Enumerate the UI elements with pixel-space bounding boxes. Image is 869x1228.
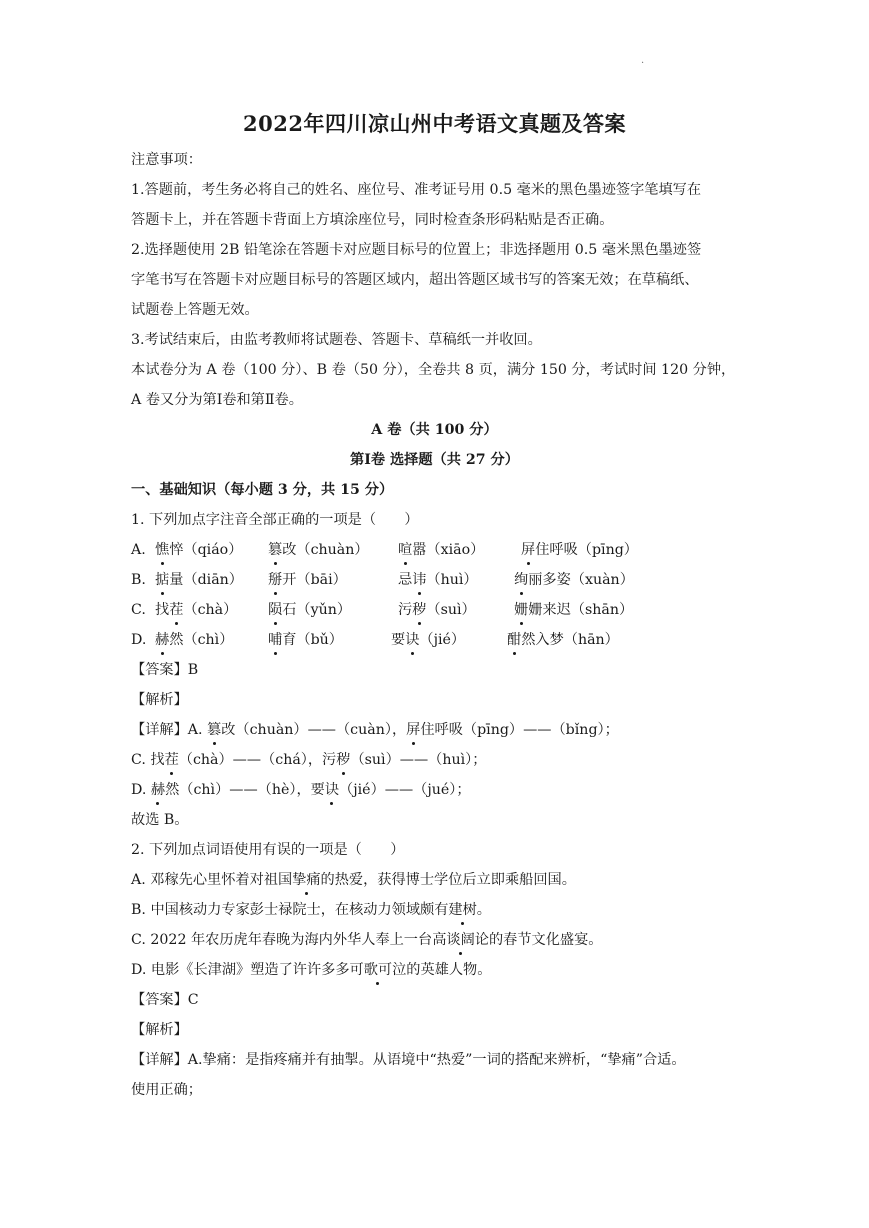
option-item: 赫然（chì）	[155, 632, 234, 648]
option-item: 掂量（diān）	[155, 572, 243, 588]
question-1-stem: 1. 下列加点字注音全部正确的一项是（ ）	[131, 512, 419, 528]
question-2-detail: 【详解】A.挚痛：是指疼痛并有抽掣。从语境中“热爱”一词的搭配来辨析，“挚痛”合适。	[131, 1052, 686, 1068]
question-2-option-a: A. 邓稼先心里怀着对祖国挚痛的热爱，获得博士学位后立即乘船回国。	[131, 872, 576, 888]
notice-line: 试题卷上答题无效。	[131, 302, 259, 318]
option-item: 屏住呼吸（pīng）	[521, 542, 638, 558]
notice-line: 1.答题前，考生务必将自己的姓名、座位号、准考证号用 0.5 毫米的黑色墨迹签字笔填写在	[131, 182, 702, 198]
option-item: 绚丽多姿（xuàn）	[514, 572, 634, 588]
notice-line: 2.选择题使用 2B 铅笔涂在答题卡对应题目标号的位置上；非选择题用 0.5 毫米黑色墨迹签	[131, 242, 702, 258]
question-2-option-c: C. 2022 年农历虎年春晚为海内外华人奉上一台高谈阔论的春节文化盛宴。	[131, 932, 603, 948]
option-item: 喧嚣（xiāo）	[398, 542, 485, 558]
option-item: 哺育（bǔ）	[268, 632, 343, 648]
option-item: 酣然入梦（hān）	[507, 632, 619, 648]
part1-title: 第Ⅰ卷 选择题（共 27 分）	[350, 452, 519, 468]
question-2-answer: 【答案】C	[131, 992, 199, 1008]
question-1-detail: 【详解】A. 篡改（chuàn）——（cuàn），屏住呼吸（pīng）——（bǐng）；	[131, 722, 619, 738]
question-1-detail: D. 赫然（chì）——（hè），要诀（jié）——（jué）；	[131, 782, 471, 798]
notice-line: 本试卷分为 A 卷（100 分）、B 卷（50 分），全卷共 8 页，满分 150 分，考试时间 120 分钟，	[131, 362, 736, 378]
option-letter: A.	[131, 542, 146, 558]
option-item: 篡改（chuàn）	[268, 542, 369, 558]
option-letter: D.	[131, 632, 147, 648]
option-item: 要诀（jié）	[391, 632, 466, 648]
notice-line: 3.考试结束后，由监考教师将试题卷、答题卡、草稿纸一并收回。	[131, 332, 542, 348]
question-2-option-b: B. 中国核动力专家彭士禄院士，在核动力领域颇有建树。	[131, 902, 491, 918]
question-1-detail: C. 找茬（chà）——（chá），污秽（suì）——（huì）；	[131, 752, 487, 768]
option-item: 陨石（yǔn）	[268, 602, 352, 618]
question-2-analysis: 【解析】	[131, 1022, 188, 1038]
notice-line: 字笔书写在答题卡对应题目标号的答题区域内，超出答题区域书写的答案无效；在草稿纸、	[131, 272, 699, 288]
option-letter: C.	[131, 602, 146, 618]
question-1-analysis: 【解析】	[131, 692, 188, 708]
question-1-answer: 【答案】B	[131, 662, 199, 678]
notice-heading: 注意事项：	[131, 152, 202, 168]
notice-line: 答题卡上，并在答题卡背面上方填涂座位号，同时检查条形码粘贴是否正确。	[131, 212, 614, 228]
option-item: 忌讳（huì）	[398, 572, 478, 588]
notice-line: A 卷又分为第Ⅰ卷和第Ⅱ卷。	[131, 392, 303, 408]
section-a-title: A 卷（共 100 分）	[371, 422, 498, 438]
option-item: 掰开（bāi）	[268, 572, 347, 588]
question-2-stem: 2. 下列加点词语使用有误的一项是（ ）	[131, 842, 405, 858]
option-letter: B.	[131, 572, 146, 588]
question-2-detail: 使用正确；	[131, 1082, 202, 1098]
corner-mark: ·	[641, 58, 645, 69]
option-item: 姗姗来迟（shān）	[514, 602, 634, 618]
question-1-conclusion: 故选 B。	[131, 812, 189, 828]
section-heading: 一、基础知识（每小题 3 分，共 15 分）	[131, 482, 394, 498]
option-item: 找茬（chà）	[155, 602, 238, 618]
page-title: 2022年四川凉山州中考语文真题及答案	[243, 111, 626, 136]
option-item: 憔悴（qiáo）	[155, 542, 243, 558]
option-item: 污秽（suì）	[398, 602, 476, 618]
question-2-option-d: D. 电影《长津湖》塑造了许许多多可歌可泣的英雄人物。	[131, 962, 492, 978]
